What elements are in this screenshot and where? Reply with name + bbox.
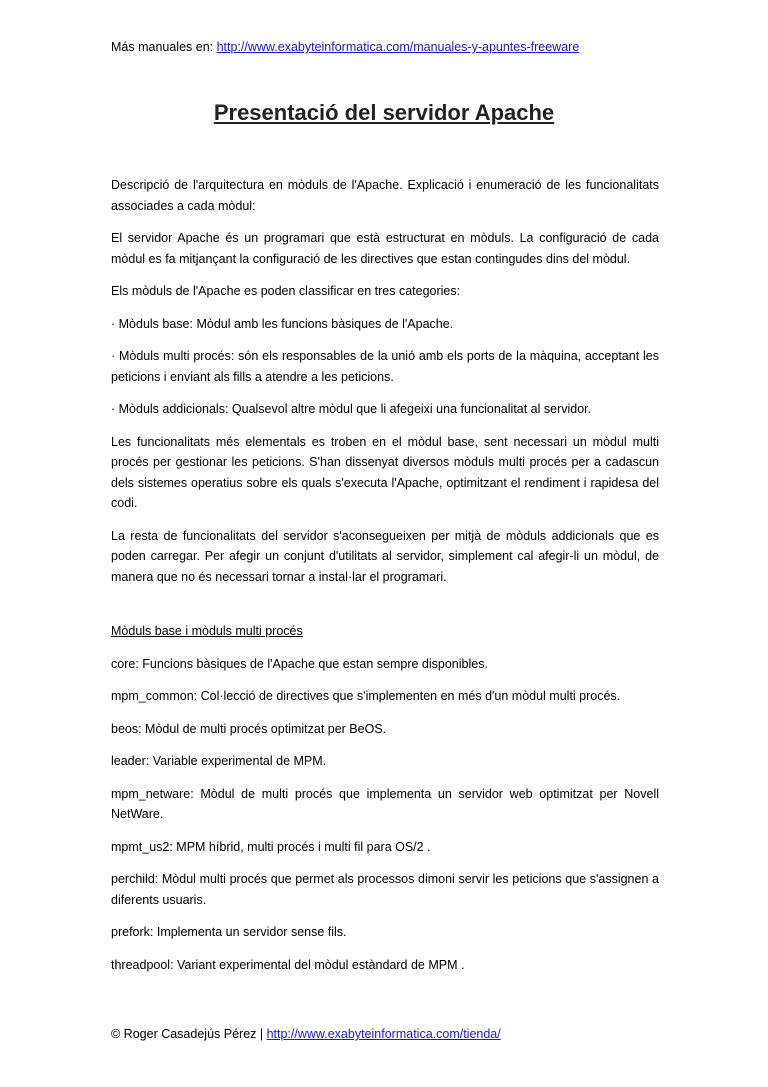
- module-item: prefork: Implementa un servidor sense fils.: [111, 925, 347, 939]
- module-item: core: Funcions bàsiques de l'Apache que estan sempre disponibles.: [111, 656, 488, 671]
- module-item: mpm_common: Col·lecció de directives que s'implementen en més d'un mòdul multi procés.: [111, 689, 621, 703]
- module-item: threadpool: Variant experimental del mòdul estàndard de MPM .: [111, 957, 465, 972]
- paragraph: Les funcionalitats més elementals es troben en el mòdul base, sent necessari un mòdul multi procés per gestionar les peticions. S'han dissenyat diversos mòduls multi procés per a cadascun dels sistemes operatius sobre els quals s'executa l'Apache, optimitzant el rendiment i rapidesa del codi.: [111, 434, 659, 510]
- section-heading: Mòduls base i mòduls multi procés: [111, 624, 303, 638]
- module-item: mpmt_us2: MPM híbrid, multi procés i multi fil para OS/2 .: [111, 839, 431, 854]
- module-item: mpm_netware: Mòdul de multi procés que implementa un servidor web optimitzat per Novell NetWare.: [111, 786, 659, 821]
- module-item: beos: Mòdul de multi procés optimitzat per BeOS.: [111, 721, 387, 736]
- module-item: leader: Variable experimental de MPM.: [111, 754, 327, 768]
- header-prefix: Más manuales en:: [111, 40, 217, 54]
- header-link[interactable]: http://www.exabyteinformatica.com/manuales-y-apuntes-freeware: [216, 40, 580, 54]
- page-header: [111, 40, 579, 54]
- document-body: [111, 175, 659, 987]
- footer-link[interactable]: http://www.exabyteinformatica.com/tienda/: [266, 1027, 501, 1041]
- paragraph: La resta de funcionalitats del servidor s'aconsegueixen per mitjà de mòduls addicionals que es poden carregar. Per afegir un conjunt d'utilitats al servidor, simplement cal afegir-li un mòdul, de manera que no és necessari tornar a instal·lar el programari.: [111, 528, 659, 584]
- footer-prefix: © Roger Casadejús Pérez |: [111, 1027, 267, 1041]
- paragraph: El servidor Apache és un programari que està estructurat en mòduls. La configuració de cada mòdul es fa mitjançant la configuració de les directives que estan contingudes dins del mòdul.: [111, 231, 659, 266]
- module-item: perchild: Mòdul multi procés que permet als processos dimoni servir les peticions que s'assignen a diferents usuaris.: [111, 872, 659, 907]
- paragraph: Descripció de l'arquitectura en mòduls de l'Apache. Explicació i enumeració de les funcionalitats associades a cada mòdul:: [111, 178, 659, 213]
- page-footer: [111, 1027, 501, 1041]
- paragraph: · Mòduls addicionals: Qualsevol altre mòdul que li afegeixi una funcionalitat al servidor.: [111, 402, 592, 416]
- page-title: Presentació del servidor Apache: [213, 100, 555, 125]
- paragraph: Els mòduls de l'Apache es poden classificar en tres categories:: [111, 284, 461, 298]
- paragraph: · Mòduls base: Mòdul amb les funcions bàsiques de l'Apache.: [111, 316, 454, 331]
- paragraph: · Mòduls multi procés: són els responsables de la unió amb els ports de la màquina, acceptant les peticions i enviant als fills a atendre a les peticions.: [111, 349, 659, 384]
